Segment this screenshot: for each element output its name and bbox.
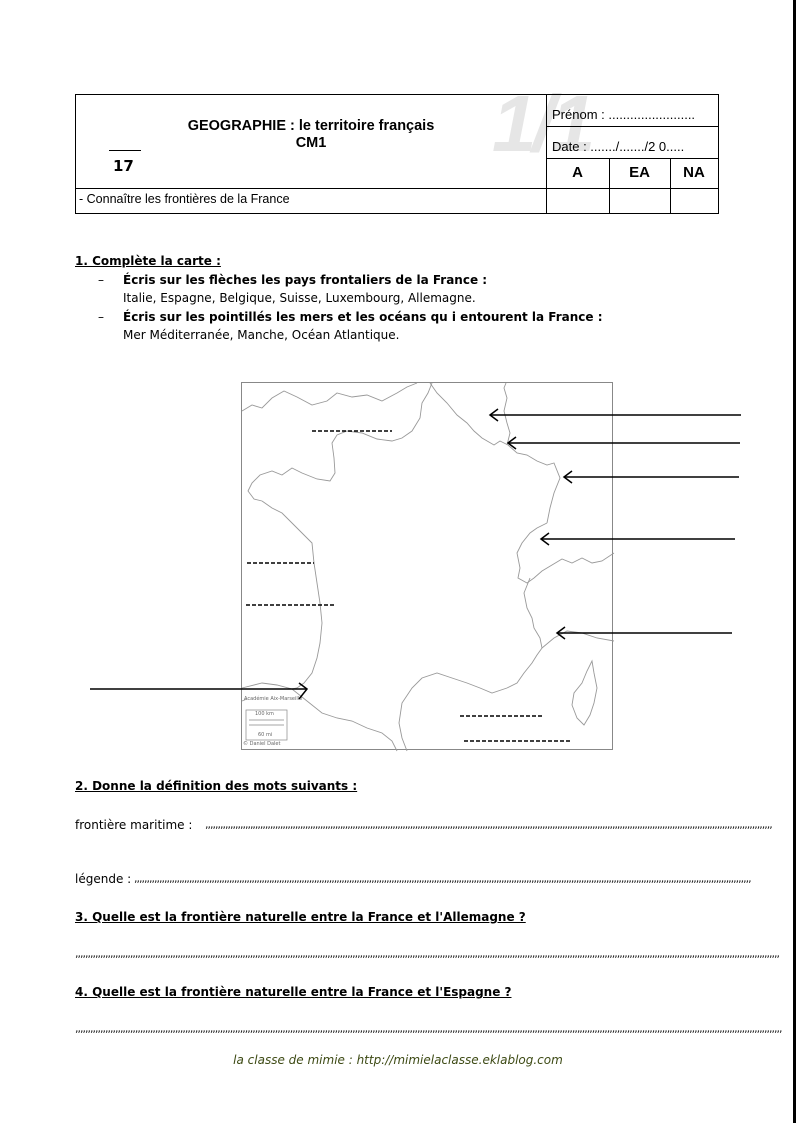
instruction-seas: Écris sur les pointillés les mers et les océans qu i entourent la France :: [123, 310, 603, 324]
scale-mi: 60 mi: [258, 732, 273, 738]
map-credit: [244, 696, 302, 702]
bullet-dash: –: [98, 273, 104, 287]
answer-frontiere-maritime[interactable]: ,,,,,,,,,,,,,,,,,,,,,,,,,,,,,,,,,,,,,,,,,,,,,,,,,,,,,,,,,,,,,,,,,,,,,,,,,,,,,,,,,,,,,,,,,,,,,,,,,,,,,,,,,,,,,,,,,,,,,,,,,,,,,,,,,,,,,,,,,,,,,,,,,,,,,,,,,,,,,,,,,,,,,,,,,,,,,,,,,,,,,,,,,,,,,,,,,,,,,,,,,,,,,,,,,,,,,,,,,,,,,,,,,,,: [205, 818, 772, 831]
section1-title: 1. Complète la carte :: [75, 254, 221, 268]
title-cell: [76, 95, 546, 188]
objective-text: - Connaître les frontières de la France: [79, 192, 290, 206]
prenom-field[interactable]: Prénom : ........................: [552, 107, 696, 122]
bullet-dash: –: [98, 310, 104, 324]
divider: [546, 126, 718, 127]
level-text: CM1: [295, 135, 327, 151]
grade-na: NA: [683, 164, 705, 181]
grade-a: A: [572, 164, 583, 181]
score-total: 17: [113, 157, 134, 175]
header-table: [75, 94, 719, 214]
divider: [76, 188, 718, 189]
copyright: © Daniel Dalet: [243, 741, 281, 747]
belgium-border: [430, 383, 508, 445]
mediterranean-coast: [399, 673, 507, 751]
corsica: [572, 661, 597, 725]
england-coast: [242, 383, 417, 411]
divider: [546, 95, 547, 213]
grade-ea: EA: [629, 164, 650, 181]
divider: [546, 158, 718, 159]
academy-credit: Académie Aix-Marseille: [244, 696, 303, 702]
italy-border: [507, 578, 542, 688]
footer-credit: la classe de mimie : http://mimielaclasse.eklablog.com: [233, 1053, 563, 1067]
page-watermark: 1/1: [492, 79, 592, 168]
answer-legende[interactable]: ,,,,,,,,,,,,,,,,,,,,,,,,,,,,,,,,,,,,,,,,,,,,,,,,,,,,,,,,,,,,,,,,,,,,,,,,,,,,,,,,,,,,,,,,,,,,,,,,,,,,,,,,,,,,,,,,,,,,,,,,,,,,,,,,,,,,,,,,,,,,,,,,,,,,,,,,,,,,,,,,,,,,,,,,,,,,,,,,,,,,,,,,,,,,,,,,,,,,,,,,,,,,,,,,,,,,,,,,,,,,,,,,,,,,,,,,,,,,,,,,,,,,,,,: [134, 872, 751, 885]
title-text: GEOGRAPHIE : le territoire français: [187, 118, 435, 134]
channel-coast: [248, 383, 432, 501]
answer-section4[interactable]: ,,,,,,,,,,,,,,,,,,,,,,,,,,,,,,,,,,,,,,,,,,,,,,,,,,,,,,,,,,,,,,,,,,,,,,,,,,,,,,,,,,,,,,,,,,,,,,,,,,,,,,,,,,,,,,,,,,,,,,,,,,,,,,,,,,,,,,,,,,,,,,,,,,,,,,,,,,,,,,,,,,,,,,,,,,,,,,,,,,,,,,,,,,,,,,,,,,,,,,,,,,,,,,,,,,,,,,,,,,,,,,,,,,,,,,,,,,,,,,,,,,,,,,,,,,,,,,,,,,,,,,,,,,,,,,,,,,,,,,,,,,,: [75, 1022, 782, 1035]
term-legende: légende :: [75, 872, 132, 886]
term-frontiere-maritime: frontière maritime :: [75, 818, 193, 832]
section3-title: 3. Quelle est la frontière naturelle entre la France et l'Allemagne ?: [75, 910, 526, 924]
country-words: Italie, Espagne, Belgique, Suisse, Luxembourg, Allemagne.: [123, 291, 476, 305]
switzerland-border: [517, 523, 614, 583]
france-map: [241, 382, 613, 750]
luxembourg-border: [504, 383, 510, 445]
score-blank: [109, 150, 141, 151]
page-title: [156, 118, 466, 152]
germany-border: [508, 445, 560, 523]
section4-title: 4. Quelle est la frontière naturelle entre la France et l'Espagne ?: [75, 985, 512, 999]
scale-km: 100 km: [255, 711, 274, 717]
instruction-countries: Écris sur les flèches les pays frontaliers de la France :: [123, 273, 488, 287]
date-field[interactable]: Date : ......./......./2 0.....: [552, 139, 685, 154]
answer-section3[interactable]: ,,,,,,,,,,,,,,,,,,,,,,,,,,,,,,,,,,,,,,,,,,,,,,,,,,,,,,,,,,,,,,,,,,,,,,,,,,,,,,,,,,,,,,,,,,,,,,,,,,,,,,,,,,,,,,,,,,,,,,,,,,,,,,,,,,,,,,,,,,,,,,,,,,,,,,,,,,,,,,,,,,,,,,,,,,,,,,,,,,,,,,,,,,,,,,,,,,,,,,,,,,,,,,,,,,,,,,,,,,,,,,,,,,,,,,,,,,,,,,,,,,,,,,,,,,,,,,,,,,,,,,,,,,,,,,,,,,,,,,,,,,: [75, 947, 780, 960]
sea-words: Mer Méditerranée, Manche, Océan Atlantique.: [123, 328, 400, 342]
section2-title: 2. Donne la définition des mots suivants :: [75, 779, 358, 793]
atlantic-coast: [262, 501, 322, 689]
